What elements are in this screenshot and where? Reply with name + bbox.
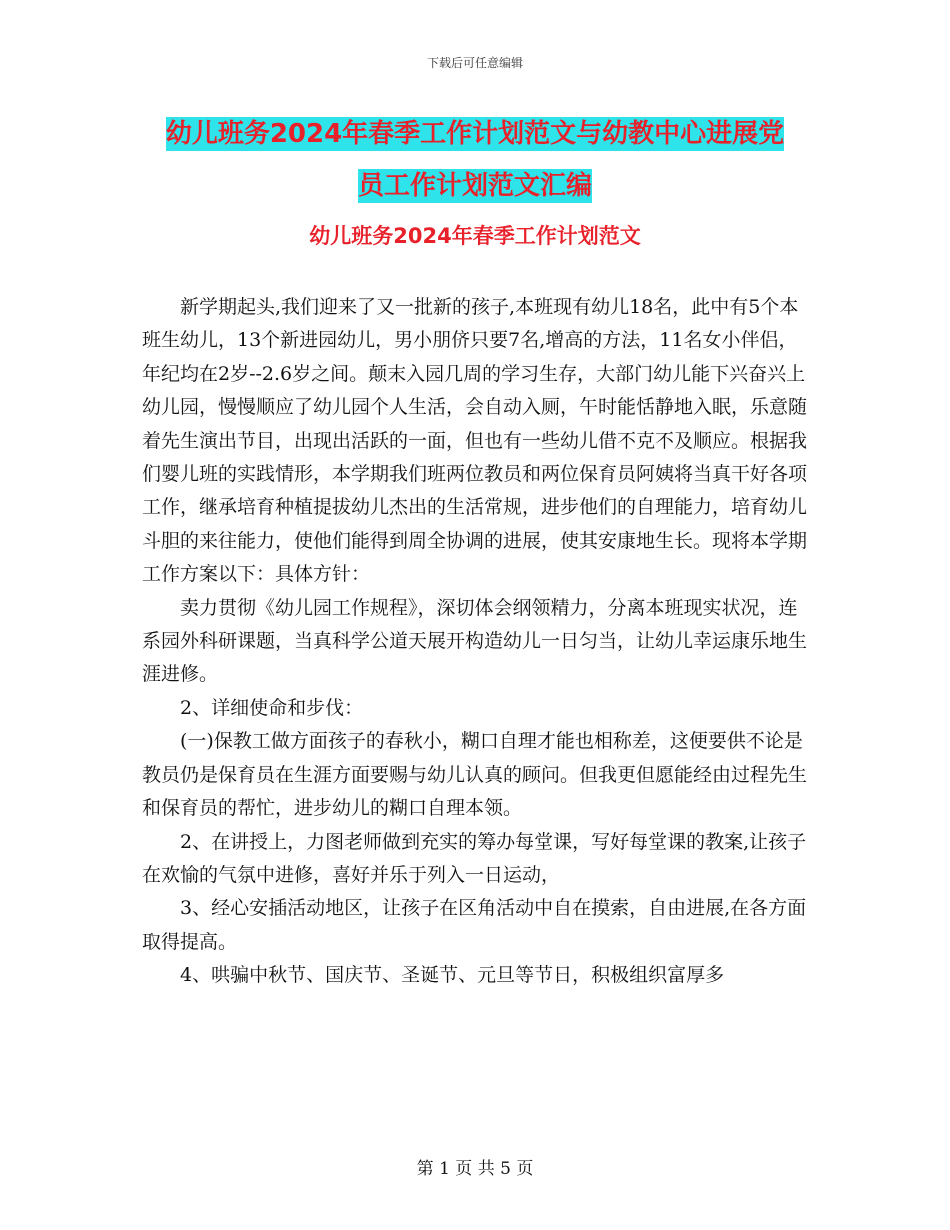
paragraph: (一)保教工做方面孩子的春秋小，糊口自理才能也相称差，这便要供不论是教员仍是保育员在生涯方面要赐与幼儿认真的顾问。但我更但愿能经由过程先生和保育员的帮忙，进步幼儿的糊口自理本领。 [142,730,808,820]
paragraph: 2、详细使命和步伐： [180,696,364,719]
document-title-line-1: 幼儿班务2024年春季工作计划范文与幼教中心进展党 [165,119,785,149]
paragraph: 2、在讲授上，力图老师做到充实的筹办每堂课，写好每堂课的教案,让孩子在欢愉的气氛中进修，喜好并乐于列入一日运动， [142,830,807,886]
document-title [0,108,950,212]
paragraph: 4、哄骗中秋节、国庆节、圣诞节、元旦等节日，积极组织富厚多 [180,964,725,987]
paragraph: 3、经心安插活动地区，让孩子在区角活动中自在摸索，自由进展,在各方面取得提高。 [142,897,807,953]
header-note: 下载后可任意编辑 [426,56,523,70]
section-title: 幼儿班务2024年春季工作计划范文 [309,224,641,248]
page-footer: 第 1 页 共 5 页 [416,1159,534,1179]
paragraph: 卖力贯彻《幼儿园工作规程》，深切体会纲领精力，分离本班现实状况，连系园外科研课题，当真科学公道天展开构造幼儿一日匀当，让幼儿幸运康乐地生涯进修。 [142,596,808,686]
paragraph: 新学期起头,我们迎来了又一批新的孩子,本班现有幼儿18名，此中有5个本班生幼儿，13个新进园幼儿，男小朋侪只要7名,增高的方法，11名女小伴侣，年纪均在2岁--2.6岁之间。颠末入园几周的学习生存，大部门幼儿能下兴奋兴上幼儿园，慢慢顺应了幼儿园个人生活，会自动入厕，午时能恬静地入眠，乐意随着先生演出节目，出现出活跃的一面，但也有一些幼儿借不克不及顺应。根据我们婴儿班的实践情形，本学期我们班两位教员和两位保育员阿姨将当真干好各项工作，继承培育种植提拔幼儿杰出的生活常规，进步他们的自理能力，培育幼儿斗胆的来往能力，使他们能得到周全协调的进展，使其安康地生长。现将本学期工作方案以下：具体方针： [142,296,808,586]
document-title-line-2: 员工作计划范文汇编 [357,171,592,201]
body-text [142,291,810,993]
